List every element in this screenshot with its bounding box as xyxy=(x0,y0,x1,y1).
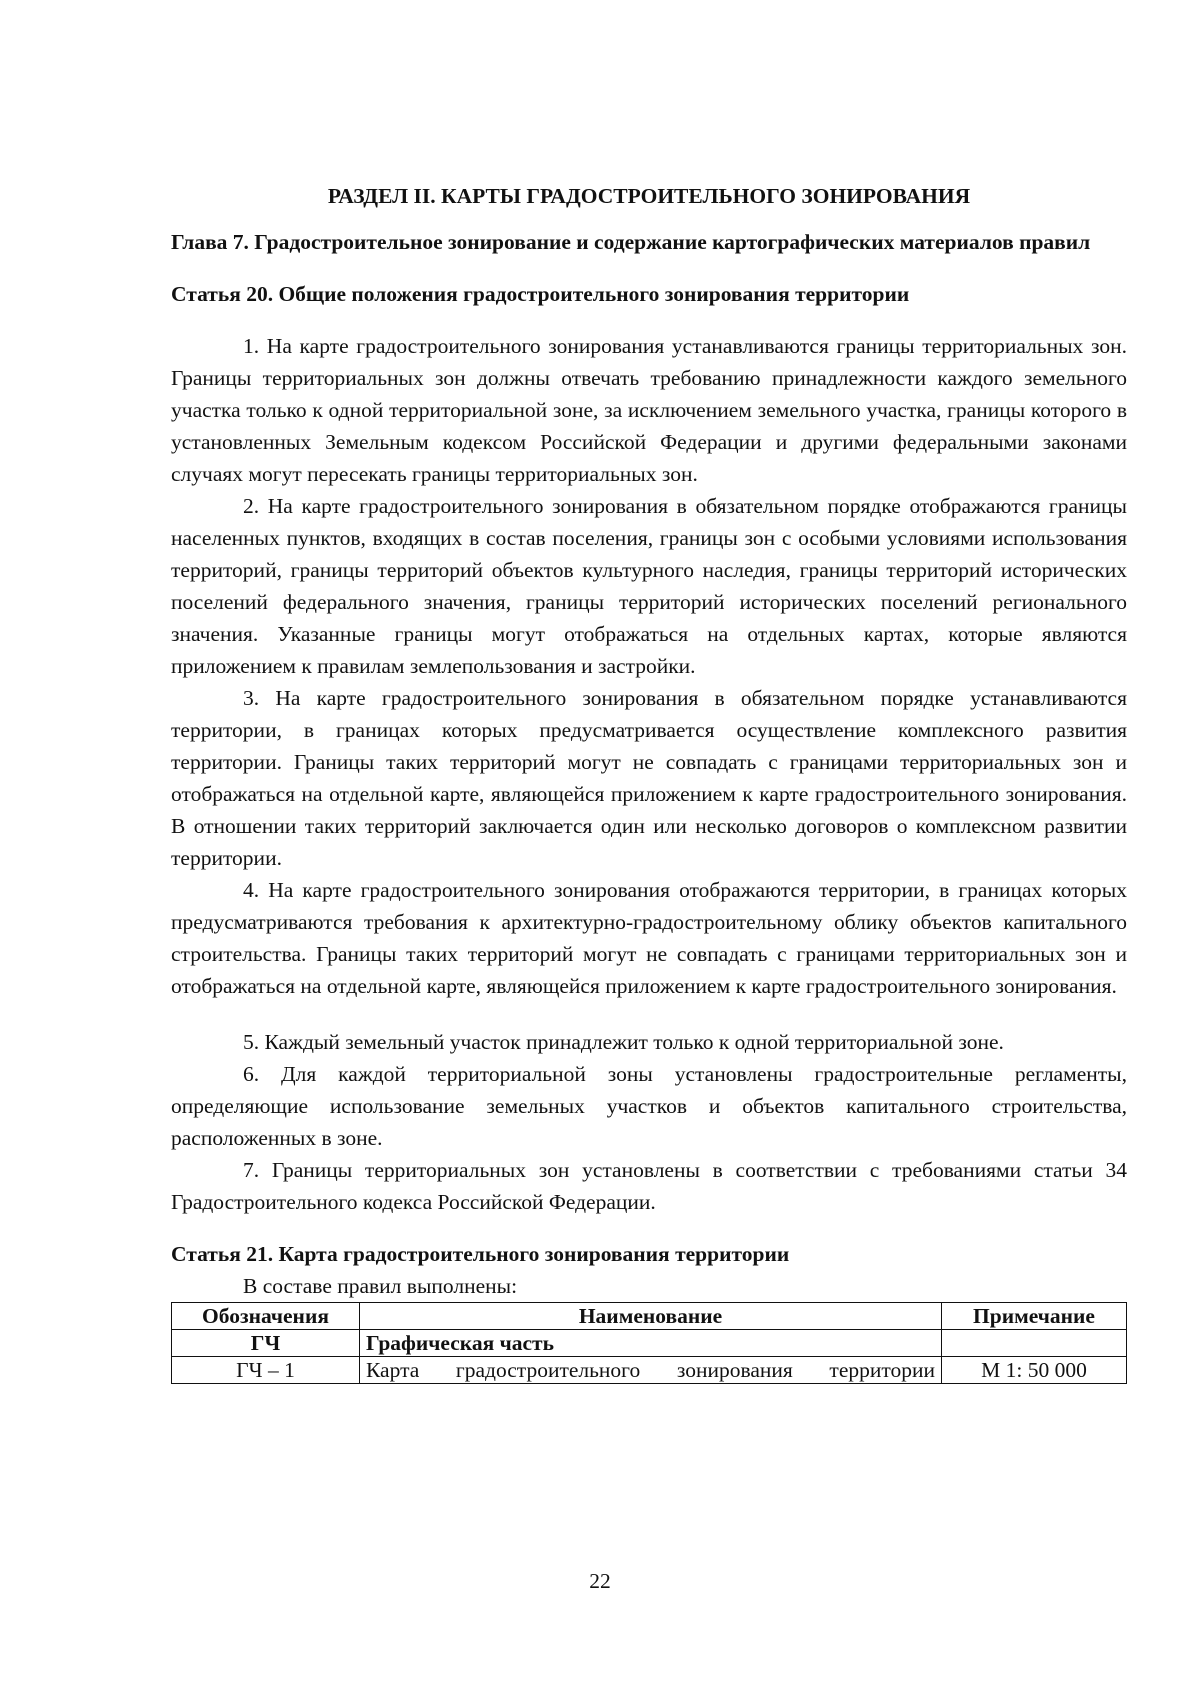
article-21-intro: В составе правил выполнены: xyxy=(243,1274,518,1298)
article-20-paragraph-7: 7. Границы территориальных зон установлены в соответствии с требованиями статьи 34 Градостроительного кодекса Российской Федерации. xyxy=(171,1158,1127,1214)
article-20-paragraph-4: 4. На карте градостроительного зонирования отображаются территории, в границах которых предусматриваются требования к архитектурно-градостроительному облику объектов капитального строительства. Границы таких территорий могут не совпадать с границами территориальных зон и отображаться на отдельной карте, являющейся приложением к карте градостроительного зонирования. xyxy=(171,878,1127,998)
article-20-paragraph-2: 2. На карте градостроительного зонирования в обязательном порядке отображаются границы населенных пунктов, входящих в состав поселения, границы зон с особыми условиями использования территорий, границы территорий объектов культурного наследия, границы территорий исторических поселений федерального значения, границы территорий исторических поселений регионального значения. Указанные границы могут отображаться на отдельных картах, которые являются приложением к правилам землепользования и застройки. xyxy=(171,494,1127,678)
table-cell-designation: ГЧ xyxy=(172,1330,360,1357)
paragraph-gap xyxy=(171,1002,1127,1026)
article-21-title: Статья 21. Карта градостроительного зонирования территории xyxy=(171,1242,790,1266)
table-cell-note xyxy=(942,1330,1127,1357)
table-cell-name: Карта градостроительного зонирования территории xyxy=(360,1357,942,1384)
table-header-row xyxy=(172,1303,1127,1330)
article-20-paragraph-6: 6. Для каждой территориальной зоны установлены градостроительные регламенты, определяющие использование земельных участков и объектов капитального строительства, расположенных в зоне. xyxy=(171,1062,1127,1150)
column-header-designation: Обозначения xyxy=(172,1303,360,1330)
page-number: 22 xyxy=(589,1569,611,1593)
table-cell-note: М 1: 50 000 xyxy=(942,1357,1127,1384)
section-gap xyxy=(171,1218,1127,1238)
table-row xyxy=(172,1357,1127,1384)
table-cell-designation: ГЧ – 1 xyxy=(172,1357,360,1384)
column-header-note: Примечание xyxy=(942,1303,1127,1330)
article-20-paragraph-3: 3. На карте градостроительного зонирования в обязательном порядке устанавливаются территории, в границах которых предусматривается осуществление комплексного развития территории. Границы таких территорий могут не совпадать с границами территориальных зон и отображаться на отдельной карте, являющейся приложением к карте градостроительного зонирования. В отношении таких территорий заключается один или несколько договоров о комплексном развитии территории. xyxy=(171,686,1127,870)
document-page xyxy=(171,180,1127,1384)
table-cell-name: Графическая часть xyxy=(360,1330,942,1357)
article-20-title: Статья 20. Общие положения градостроительного зонирования территории xyxy=(171,282,910,306)
table-row xyxy=(172,1330,1127,1357)
section-title: РАЗДЕЛ II. КАРТЫ ГРАДОСТРОИТЕЛЬНОГО ЗОНИРОВАНИЯ xyxy=(327,184,971,208)
materials-table xyxy=(171,1302,1127,1384)
article-20-paragraph-1: 1. На карте градостроительного зонирования устанавливаются границы территориальных зон. Границы территориальных зон должны отвечать требованию принадлежности каждого земельного участка только к одной территориальной зоне, за исключением земельного участка, границы которого в установленных Земельным кодексом Российской Федерации и другими федеральными законами случаях могут пересекать границы территориальных зон. xyxy=(171,334,1127,486)
chapter-title: Глава 7. Градостроительное зонирование и содержание картографических материалов правил xyxy=(171,230,1091,254)
article-20-paragraph-5: 5. Каждый земельный участок принадлежит только к одной территориальной зоне. xyxy=(243,1030,1004,1054)
column-header-name: Наименование xyxy=(360,1303,942,1330)
